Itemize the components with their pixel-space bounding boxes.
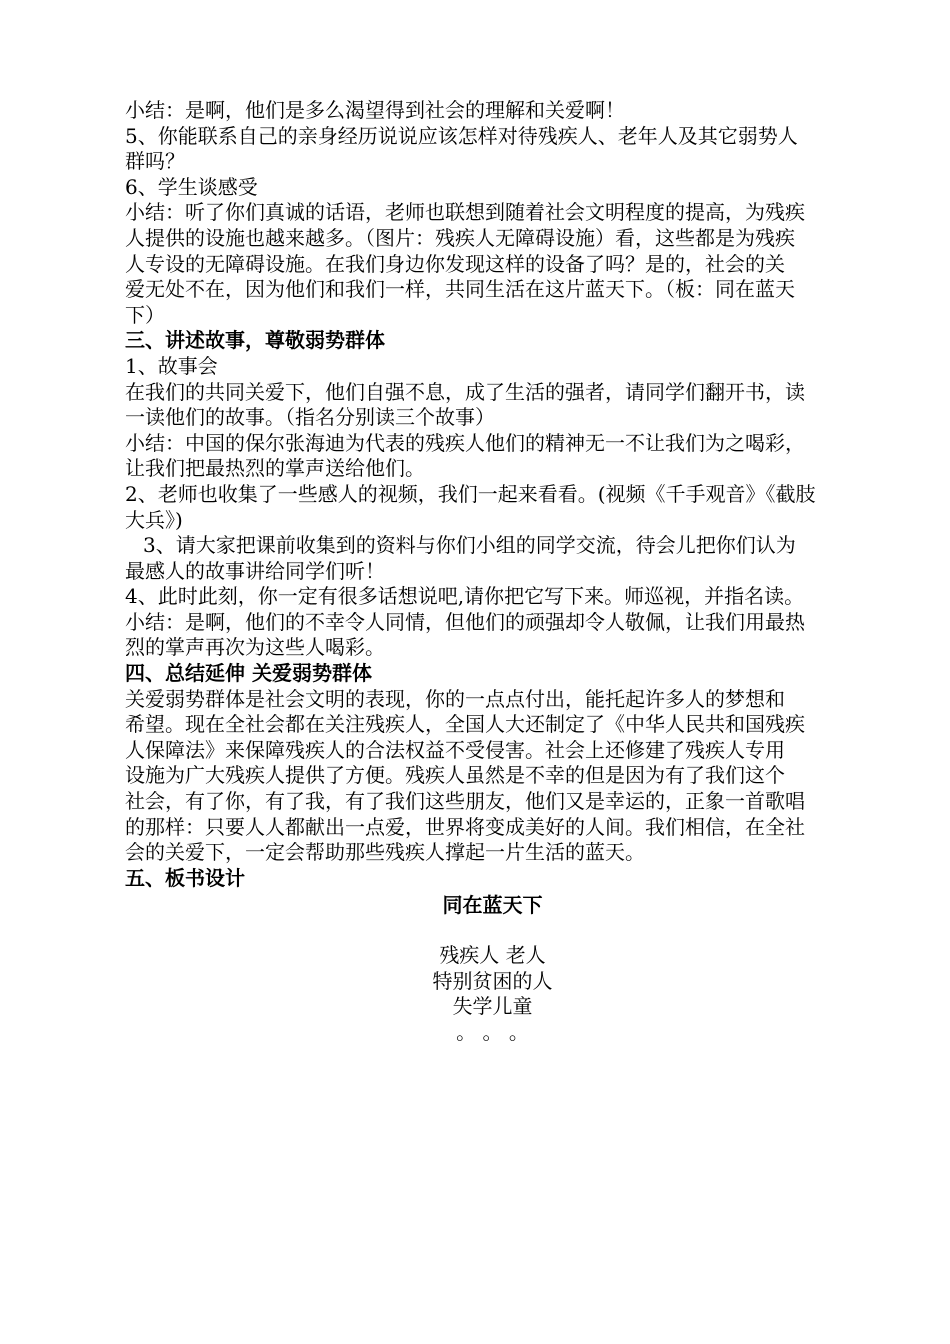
text-line: 5、你能联系自己的亲身经历说说应该怎样对待残疾人、老年人及其它弱势人	[125, 123, 798, 148]
text-line: 会的关爱下，一定会帮助那些残疾人撑起一片生活的蓝天。	[125, 840, 645, 865]
text-line: 下）	[125, 302, 165, 327]
text-line: 烈的掌声再次为这些人喝彩。	[125, 635, 385, 660]
text-line: 1、故事会	[125, 353, 218, 378]
section-heading: 五、板书设计	[125, 865, 245, 890]
text-line: 让我们把最热烈的掌声送给他们。	[125, 456, 425, 481]
text-line: 希望。现在全社会都在关注残疾人，全国人大还制定了《中华人民共和国残疾	[125, 712, 805, 737]
text-line: 在我们的共同关爱下，他们自强不息，成了生活的强者，请同学们翻开书，读	[125, 379, 805, 404]
text-line: 爱无处不在，因为他们和我们一样，共同生活在这片蓝天下。（板：同在蓝天	[125, 277, 795, 302]
section-heading: 三、讲述故事，尊敬弱势群体	[125, 328, 385, 353]
board-item: 特别贫困的人	[432, 968, 553, 993]
text-line: 设施为广大残疾人提供了方便。残疾人虽然是不幸的但是因为有了我们这个	[125, 763, 785, 788]
board-item: 残疾人 老人	[439, 943, 546, 967]
board-item: 失学儿童	[452, 994, 533, 1019]
text-line: 社会，有了你，有了我，有了我们这些朋友，他们又是幸运的，正象一首歌唱	[125, 789, 805, 814]
text-line: 最感人的故事讲给同学们听！	[125, 558, 385, 583]
board-title: 同在蓝天下	[442, 893, 543, 918]
board-items	[125, 943, 860, 1045]
blackboard-design	[125, 893, 860, 1045]
text-line: 关爱弱势群体是社会文明的表现，你的一点点付出，能托起许多人的梦想和	[125, 686, 785, 711]
text-line: 小结：中国的保尔张海迪为代表的残疾人他们的精神无一不让我们为之喝彩，	[125, 430, 805, 455]
text-line: 小结：是啊，他们的不幸令人同情，但他们的顽强却令人敬佩，让我们用最热	[125, 609, 805, 634]
text-line: 人提供的设施也越来越多。（图片：残疾人无障碍设施）看，这些都是为残疾	[125, 225, 795, 250]
text-line: 大兵》)	[125, 507, 183, 532]
text-line: 3、请大家把课前收集到的资料与你们小组的同学交流，待会儿把你们认为	[143, 533, 796, 558]
text-line: 小结：听了你们真诚的话语，老师也联想到随着社会文明程度的提高，为残疾	[125, 200, 805, 225]
text-line: 人专设的无障碍设施。在我们身边你发现这样的设备了吗？是的，社会的关	[125, 251, 785, 276]
text-line: 群吗？	[125, 149, 185, 174]
text-line: 人保障法》来保障残疾人的合法权益不受侵害。社会上还修建了残疾人专用	[125, 737, 785, 762]
board-item: 。 。 。	[456, 1019, 529, 1044]
text-line: 4、此时此刻，你一定有很多话想说吧,请你把它写下来。师巡视，并指名读。	[125, 584, 805, 609]
text-line: 的那样：只要人人都献出一点爱，世界将变成美好的人间。我们相信，在全社	[125, 814, 805, 839]
text-line: 一读他们的故事。（指名分别读三个故事）	[125, 405, 495, 430]
document-page	[125, 98, 870, 1045]
text-line: 6、学生谈感受	[125, 174, 258, 199]
text-line: 2、老师也收集了一些感人的视频，我们一起来看看。(视频《千手观音》《截肢	[125, 481, 816, 506]
lesson-text	[125, 98, 870, 891]
text-line: 小结：是啊，他们是多么渴望得到社会的理解和关爱啊！	[125, 98, 625, 122]
board-spacer	[125, 919, 860, 943]
section-heading: 四、总结延伸 关爱弱势群体	[125, 661, 372, 686]
